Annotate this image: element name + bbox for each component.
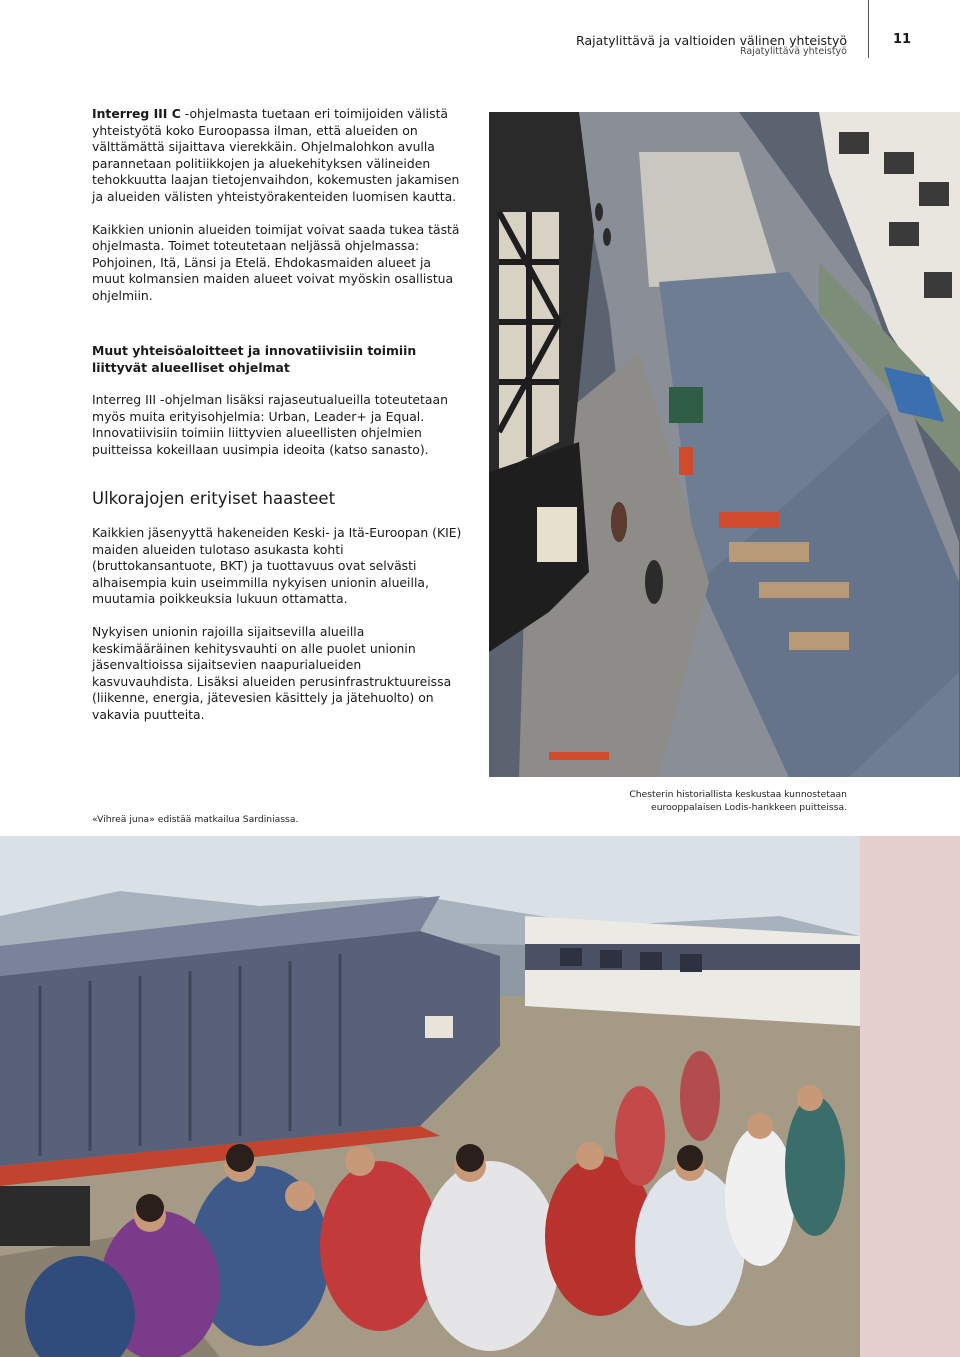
innovation-heading: Muut yhteisöaloitteet ja innovatiivisiin toimiin liittyvät alueelliset ohjelmat — [92, 343, 417, 375]
innovation-section — [92, 343, 462, 459]
innovation-text: Interreg III -ohjelman lisäksi rajaseutualueilla toteutetaan myös muita erityisohjelmia: Urban, Leader+ ja Equal. Innovatiivisiin toimiin liittyvien alueellisten ohjelmien puitteissa kokeillaan uusimpia ideoita (katso sanasto). — [92, 392, 448, 457]
header-subtitle: Rajatylittävä yhteistyö — [740, 46, 847, 57]
green-train-illustration — [0, 836, 960, 1357]
intro-section — [92, 106, 462, 305]
intro-text: -ohjelmasta tuetaan eri toimijoiden välistä yhteistyötä koko Euroopassa ilman, että alueiden on välttämättä sijaittava vierekkäin. Ohjelmalohkon avulla parannetaan politiikkojen ja aluekehityksen välineiden tehokkuutta laajan tietojenvaihdon, kokemusten jakamisen ja alueiden välisten yhteistyörakenteiden luomisen kautta. — [92, 106, 460, 204]
challenges-paragraph-1: Kaikkien jäsenyyttä hakeneiden Keski- ja Itä-Euroopan (KIE) maiden alueiden tulotaso asukasta kohti (bruttokansantuote, BKT) ja tuottavuus ovat selvästi alhaisempia kuin useimmilla nykyisen unionin alueilla, muutamia poikkeuksia lukuun ottamatta. — [92, 525, 462, 607]
header-divider — [868, 0, 869, 58]
sardinia-train-photo — [0, 836, 960, 1357]
chester-street-illustration — [489, 112, 960, 777]
header-title: Rajatylittävä ja valtioiden välinen yhteistyö — [576, 33, 847, 48]
page-number: 11 — [893, 32, 912, 47]
street-photo-caption: Chesterin historiallista keskustaa kunnostetaan eurooppalaisen Lodis-hankkeen puitteissa. — [629, 789, 847, 813]
challenges-heading: Ulkorajojen erityiset haasteet — [92, 489, 336, 508]
intro-paragraph — [92, 106, 462, 206]
page-header — [0, 0, 960, 60]
train-photo-caption: «Vihreä juna» edistää matkailua Sardiniassa. — [92, 814, 299, 825]
challenges-section — [92, 525, 462, 724]
interreg-lead: Interreg III C — [92, 106, 181, 121]
chester-street-photo — [489, 112, 960, 777]
intro-paragraph-2: Kaikkien unionin alueiden toimijat voivat saada tukea tästä ohjelmasta. Toimet toteutetaan neljässä ohjelmassa: Pohjoinen, Itä, Länsi ja Etelä. Ehdokasmaiden alueet ja muut kolmansien maiden alueet voivat myöskin osallistua ohjelmiin. — [92, 221, 460, 303]
challenges-paragraph-2: Nykyisen unionin rajoilla sijaitsevilla alueilla keskimääräinen kehitysvauhti on alle puolet unionin jäsenvaltioissa sijaitsevien naapurialueiden kasvuvauhdista. Lisäksi alueiden perusinfrastruktuureissa (liikenne, energia, jätevesien käsittely ja jätehuolto) on vakavia puutteita. — [92, 623, 452, 722]
